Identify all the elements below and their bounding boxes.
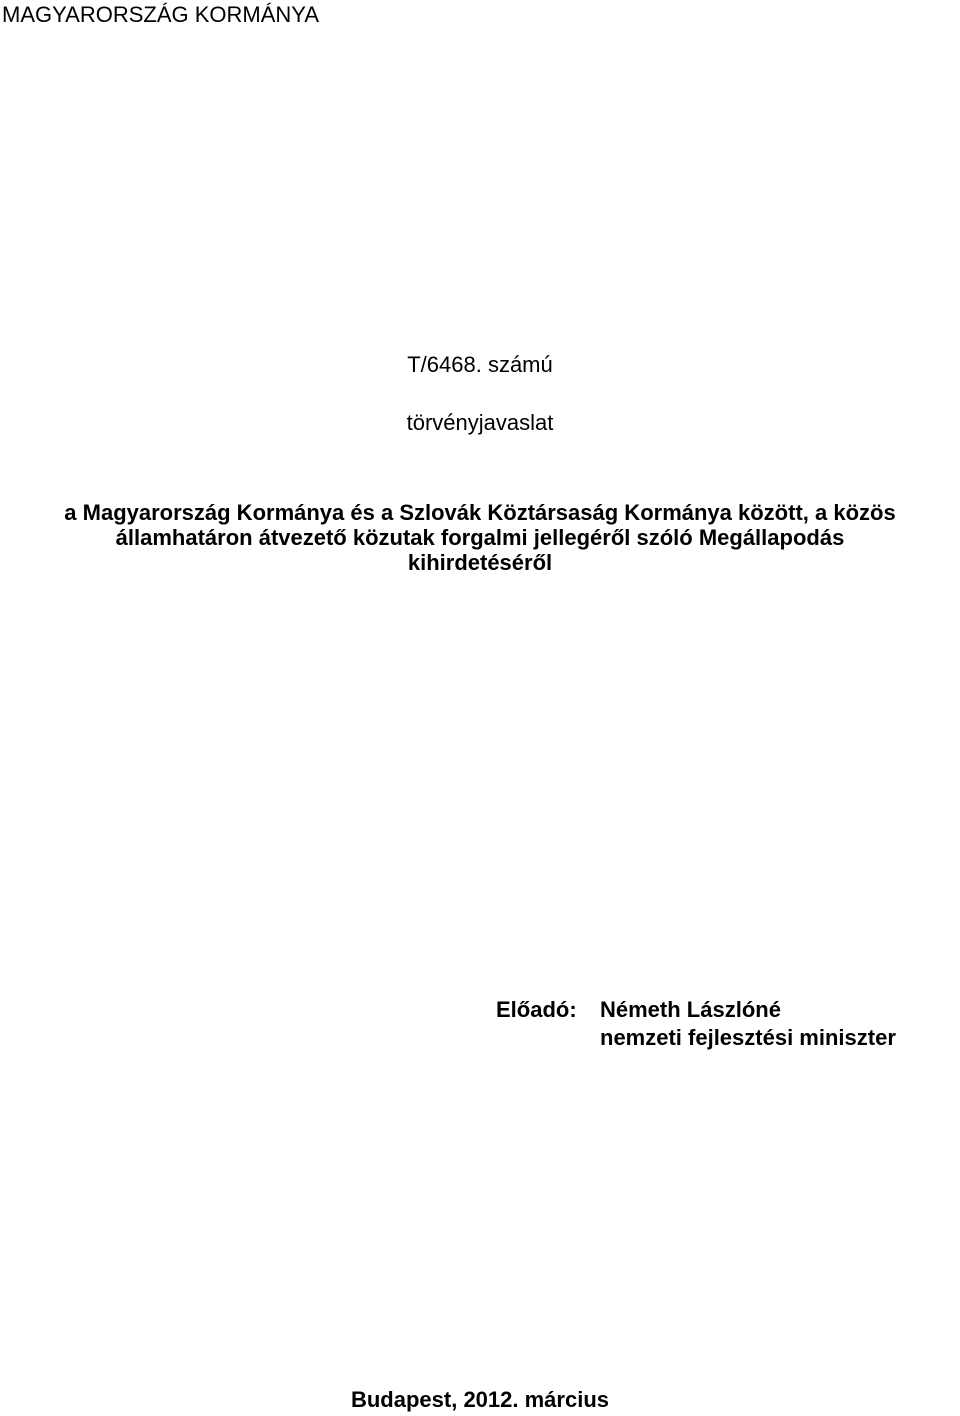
presenter-indent <box>496 1024 600 1052</box>
presenter-role-row <box>496 1024 896 1052</box>
presenter-label: Előadó: <box>496 997 577 1022</box>
presenter-row <box>496 996 896 1024</box>
issuer-header: MAGYARORSZÁG KORMÁNYA <box>2 2 320 27</box>
bill-title-line-1: a Magyarország Kormánya és a Szlovák Köztársaság Kormánya között, a közös <box>64 500 896 525</box>
presenter-name: Németh Lászlóné <box>600 997 781 1022</box>
bill-title-line-2: államhatáron átvezető közutak forgalmi jellegéről szóló Megállapodás <box>115 525 845 550</box>
bill-title-line-3: kihirdetéséről <box>407 550 553 575</box>
presenter-role: nemzeti fejlesztési miniszter <box>600 1025 896 1050</box>
bill-number: T/6468. számú <box>407 352 553 377</box>
bill-title <box>0 500 960 575</box>
document-type: törvényjavaslat <box>406 410 554 435</box>
presenter-block <box>496 996 896 1052</box>
place-and-date: Budapest, 2012. március <box>350 1387 609 1412</box>
